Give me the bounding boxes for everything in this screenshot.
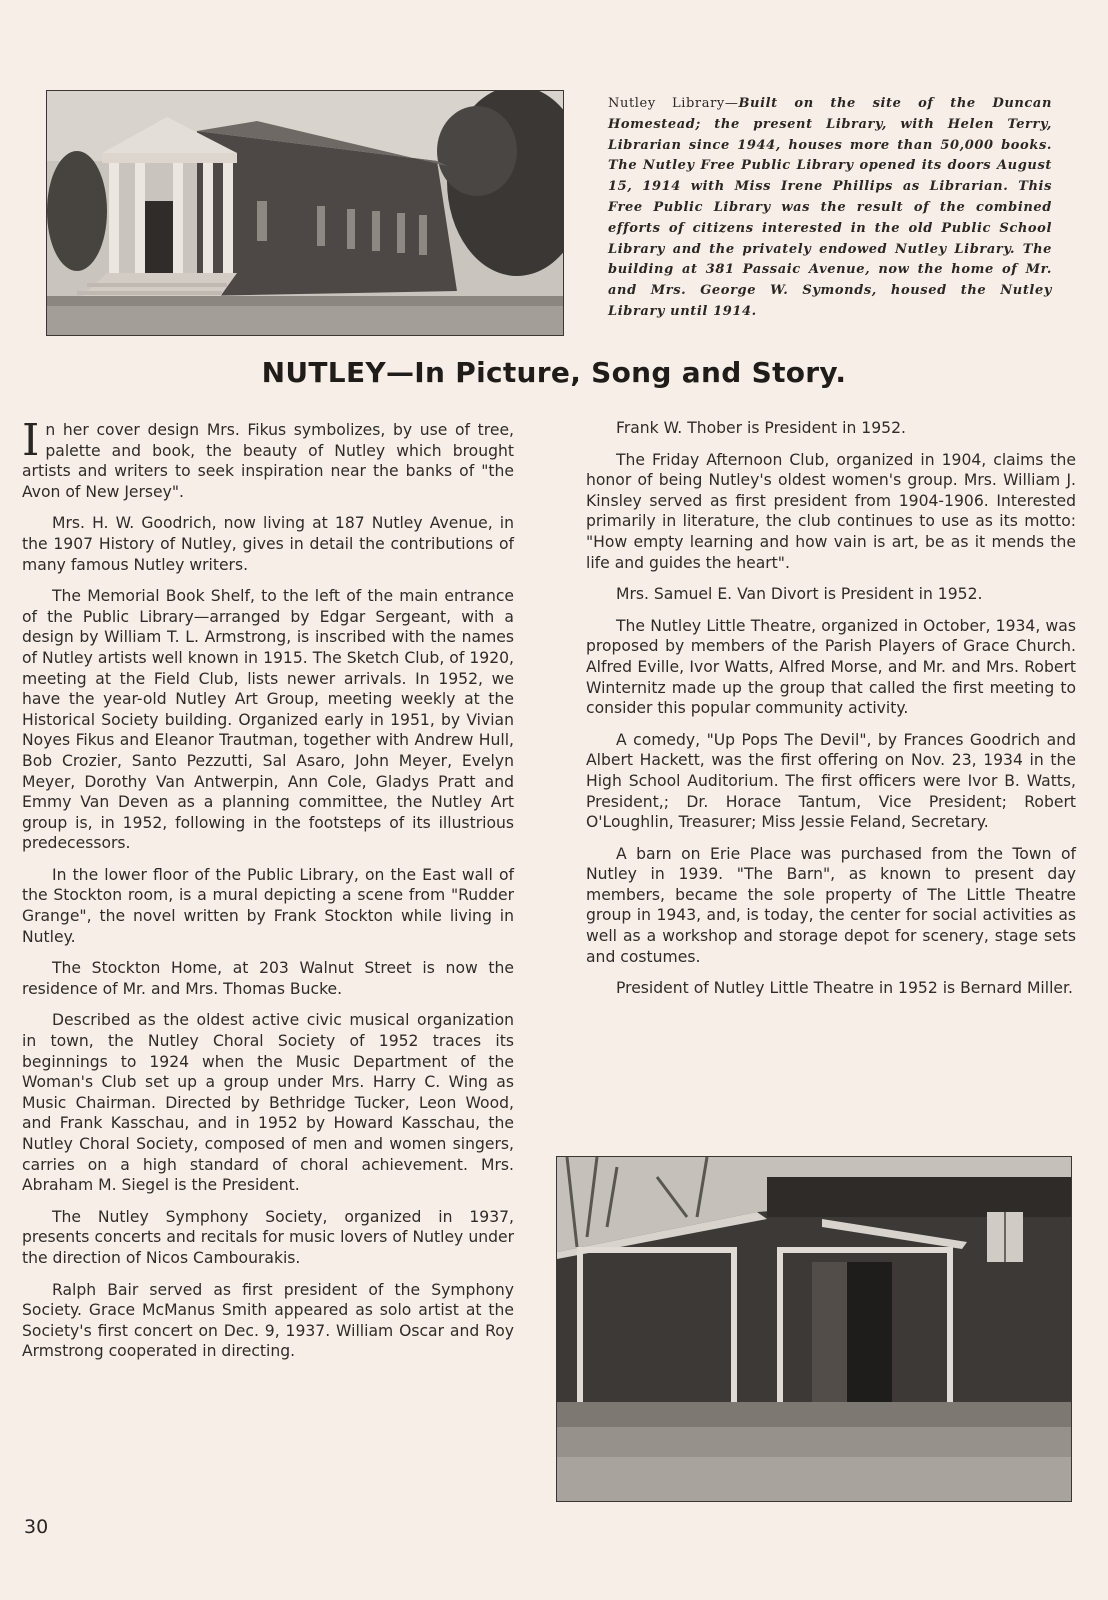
paragraph: Frank W. Thober is President in 1952.	[616, 419, 906, 437]
paragraph: Mrs. Samuel E. Van Divort is President in 1952.	[616, 585, 983, 604]
caption-lead: Nutley Library—	[608, 96, 739, 111]
intro-text: n her cover design Mrs. Fikus symbolizes, by use of tree, palette and book, the beauty of Nutley which brought artists and writers to seek inspiration near the banks of "the Avon of New Jersey".	[22, 421, 514, 501]
paragraph: In the lower floor of the Public Library, on the East wall of the Stockton room, is a mural depicting a scene from "Rudder Grange", the novel written by Frank Stockton while living in Nutley.	[22, 865, 514, 946]
paragraph: Ralph Bair served as first president of the Symphony Society. Grace McManus Smith appeared as solo artist at the Society's first concert on Dec. 9, 1937. William Oscar and Roy Armstrong cooperated in directing.	[22, 1280, 514, 1361]
article-headline: NUTLEY—In Picture, Song and Story.	[261, 356, 847, 389]
page-number: 30	[24, 1516, 49, 1538]
right-column	[586, 418, 1076, 1010]
paragraph: The Nutley Symphony Society, organized in 1937, presents concerts and recitals for music lovers of Nutley under the direction of Nicos Cambourakis.	[22, 1207, 514, 1267]
paragraph: Described as the oldest active civic musical organization in town, the Nutley Choral Society of 1952 traces its beginnings to 1924 when the Music Department of the Woman's Club set up a group under Mrs. Harry C. Wing as Music Chairman. Directed by Bethridge Tucker, Leon Wood, and Frank Kasschau, and in 1952 by Howard Kasschau, the Nutley Choral Society, composed of men and women singers, carries on a high standard of choral achievement. Mrs. Abraham M. Siegel is the President.	[22, 1011, 514, 1195]
paragraph: The Memorial Book Shelf, to the left of the main entrance of the Public Library—arranged by Edgar Sergeant, with a design by William T. L. Armstrong, is inscribed with the names of Nutley artists well known in 1915. The Sketch Club, of 1920, meeting at the Field Club, lists newer arrivals. In 1952, we have the year-old Nutley Art Group, meeting weekly at the Historical Society building. Organized early in 1951, by Vivian Noyes Fikus and Eleanor Trautman, together with Andrew Hull, Bob Crozier, Santo Pezzutti, Sal Asaro, John Meyer, Evelyn Meyer, Dorothy Van Antwerpin, Ann Cole, Gladys Pratt and Emmy Van Deven as a planning committee, the Nutley Art group is, in 1952, following in the footsteps of its illustrious predecessors.	[22, 587, 514, 853]
caption-text: Built on the site of the Duncan Homestead; the present Library, with Helen Terry, Librarian since 1944, houses more than 50,000 books. The Nutley Free Public Library opened its doors August 15, 1914 with Miss Irene Phillips as Librarian. This Free Public Library was the result of the combined efforts of citizens interested in the old Public School Library and the privately endowed Nutley Library. The building at 381 Passaic Avenue, now the home of Mr. and Mrs. George W. Symonds, housed the Nutley Library until 1914.	[608, 96, 1053, 319]
paragraph: A barn on Erie Place was purchased from the Town of Nutley in 1939. "The Barn", as known to present day members, became the sole property of The Little Theatre group in 1943, and, is today, the center for social activities as well as a workshop and storage depot for scenery, stage sets and costumes.	[586, 844, 1076, 966]
intro-paragraph	[22, 415, 514, 502]
barn-photo-illustration	[557, 1157, 1071, 1501]
library-photo	[46, 90, 564, 336]
drop-cap: I	[22, 415, 40, 466]
paragraph: Mrs. H. W. Goodrich, now living at 187 Nutley Avenue, in the 1907 History of Nutley, gives in detail the contributions of many famous Nutley writers.	[22, 514, 514, 574]
library-caption	[608, 94, 1052, 323]
paragraph: A comedy, "Up Pops The Devil", by Frances Goodrich and Albert Hackett, was the first offering on Nov. 23, 1934 in the High School Auditorium. The first officers were Ivor B. Watts, President,; Dr. Horace Tantum, Vice President; Robert O'Loughlin, Treasurer; Miss Jessie Feland, Secretary.	[586, 730, 1076, 832]
paragraph: The Friday Afternoon Club, organized in 1904, claims the honor of being Nutley's oldest women's group. Mrs. William J. Kinsley served as first president from 1904-1906. Interested primarily in literature, the club continues to use as its motto: "How empty learning and how vain is art, be as it mends the life and guides the heart".	[586, 450, 1076, 572]
paragraph: President of Nutley Little Theatre in 1952 is Bernard Miller.	[616, 979, 1073, 998]
paragraph: The Nutley Little Theatre, organized in October, 1934, was proposed by members of the Parish Players of Grace Church. Alfred Eville, Ivor Watts, Alfred Morse, and Mr. and Mrs. Robert Winternitz made up the group that called the first meeting to consider this popular community activity.	[586, 616, 1076, 718]
paragraph: The Stockton Home, at 203 Walnut Street is now the residence of Mr. and Mrs. Thomas Bucke.	[22, 959, 514, 998]
left-column	[22, 415, 514, 1373]
library-photo-illustration	[47, 91, 563, 335]
barn-photo	[556, 1156, 1072, 1502]
